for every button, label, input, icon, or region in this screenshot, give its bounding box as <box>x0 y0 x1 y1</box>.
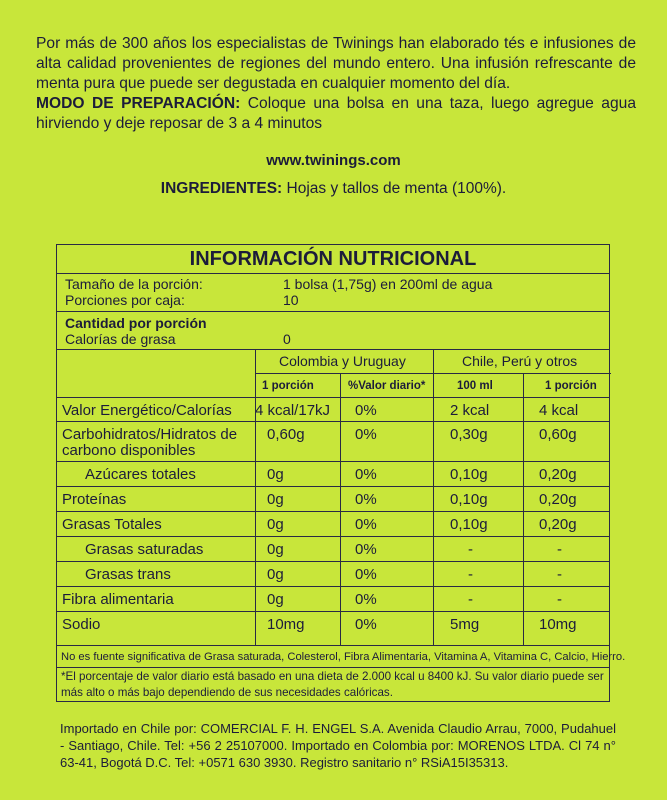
nutrition-note-1: No es fuente significativa de Grasa saturada, Colesterol, Fibra Alimentaria, Vitamina A, Vitamina C, Calcio, Hierro. <box>61 651 626 663</box>
serving-value: 1 bolsa (1,75g) en 200ml de agua <box>283 276 493 292</box>
nutrient-value-c4: - <box>557 541 562 558</box>
nutrient-name: Grasas Totales <box>62 516 162 533</box>
nutrient-value-c3: - <box>468 591 473 608</box>
nutrient-name: Carbohidratos/Hidratos de <box>62 426 238 443</box>
nutrient-value-c4: 0,20g <box>539 491 577 508</box>
nutrient-name-line2: carbono disponibles <box>62 442 196 459</box>
nutrient-name: Azúcares totales <box>85 466 196 483</box>
nutrient-value-c1: 0,60g <box>267 426 305 443</box>
ingredients-text: Hojas y tallos de menta (100%). <box>282 180 507 197</box>
nutrition-title: INFORMACIÓN NUTRICIONAL <box>189 248 477 270</box>
nutrient-name: Fibra alimentaria <box>62 591 174 608</box>
website-url: www.twinings.com <box>266 152 401 169</box>
nutrient-value-c2: 0% <box>355 616 377 633</box>
nutrient-value-c2: 0% <box>355 591 377 608</box>
intro-paragraph <box>36 34 636 134</box>
region-header-2: Chile, Perú y otros <box>462 353 578 369</box>
portions-value: 10 <box>283 292 299 308</box>
region-header-1: Colombia y Uruguay <box>279 353 406 369</box>
prep-text: Coloque una bolsa en una taza, luego agregue agua hirviendo y deje reposar de 3 a 4 minutos <box>36 95 636 132</box>
nutrient-value-c4: 10mg <box>539 616 577 633</box>
nutrient-value-c1: 0g <box>267 516 284 533</box>
nutrient-name: Proteínas <box>62 491 127 508</box>
nutrient-value-c3: 0,10g <box>450 491 488 508</box>
nutrient-value-c3: 0,10g <box>450 516 488 533</box>
col-header-2: %Valor diario* <box>348 380 426 392</box>
nutrient-value-c3: 0,10g <box>450 466 488 483</box>
nutrient-value-c2: 0% <box>355 541 377 558</box>
nutrient-name: Grasas trans <box>85 566 171 583</box>
nutrient-value-c2: 0% <box>355 516 377 533</box>
nutrient-value-c1: 0g <box>267 466 284 483</box>
nutrient-name: Valor Energético/Calorías <box>62 402 232 419</box>
nutrient-value-c2: 0% <box>355 491 377 508</box>
nutrient-value-c4: 4 kcal <box>539 402 579 419</box>
nutrient-value-c2: 0% <box>355 426 377 443</box>
amount-label: Cantidad por porción <box>65 315 207 331</box>
nutrient-value-c3: 0,30g <box>450 426 488 443</box>
nutrient-value-c1: 10mg <box>267 616 305 633</box>
nutrient-value-c4: 0,20g <box>539 516 577 533</box>
nutrient-value-c1: 0g <box>267 591 284 608</box>
nutrient-value-c3: - <box>468 541 473 558</box>
col-header-1: 1 porción <box>262 380 314 392</box>
nutrient-value-c4: 0,20g <box>539 466 577 483</box>
nutrient-value-c4: - <box>557 566 562 583</box>
nutrient-name: Sodio <box>62 616 101 633</box>
nutrient-value-c2: 0% <box>355 466 377 483</box>
nutrient-value-c2: 0% <box>355 402 377 419</box>
nutrient-value-c3: 5mg <box>450 616 480 633</box>
nutrient-value-c2: 0% <box>355 566 377 583</box>
prep-label: MODO DE PREPARACIÓN: <box>36 95 241 112</box>
nutrition-table <box>56 244 626 702</box>
nutrient-value-c4: - <box>557 591 562 608</box>
nutrient-value-c1: 0g <box>267 566 284 583</box>
nutrient-value-c1: 0g <box>267 491 284 508</box>
portions-label: Porciones por caja: <box>65 292 185 308</box>
fat-calories-label: Calorías de grasa <box>65 331 176 347</box>
nutrient-value-c3: 2 kcal <box>450 402 490 419</box>
nutrient-value-c1: 0g <box>267 541 284 558</box>
nutrition-note-2: *El porcentaje de valor diario está basado en una dieta de 2.000 kcal u 8400 kJ. Su valor diario puede ser más alto o más bajo dependiendo de sus necesidades calóricas. <box>61 670 604 699</box>
serving-label: Tamaño de la porción: <box>65 276 203 292</box>
nutrient-value-c3: - <box>468 566 473 583</box>
ingredients-line <box>0 180 667 198</box>
nutrient-value-c1: 4 kcal/17kJ <box>255 402 331 419</box>
nutrient-name: Grasas saturadas <box>85 541 204 558</box>
col-header-4: 1 porción <box>545 380 597 392</box>
intro-text: Por más de 300 años los especialistas de Twinings han elaborado tés e infusiones de alta calidad provenientes de regiones del mundo entero. Una infusión refrescante de menta pura que puede ser degustada en cualquier momento del día. <box>36 35 636 92</box>
nutrient-value-c4: 0,60g <box>539 426 577 443</box>
ingredients-label: INGREDIENTES: <box>160 180 283 197</box>
fat-calories-value: 0 <box>283 331 291 347</box>
col-header-3: 100 ml <box>457 380 493 392</box>
importer-info: Importado en Chile por: COMERCIAL F. H. ENGEL S.A. Avenida Claudio Arrau, 7000, Pudahuel - Santiago, Chile. Tel: +56 2 25107000. Importado en Colombia por: MORENOS LTDA. Cl 74 n° 63-41, Bogotá D.C. Tel: +0571 630 3930. Registro sanitario n° RSiA15I35313. <box>60 721 616 770</box>
